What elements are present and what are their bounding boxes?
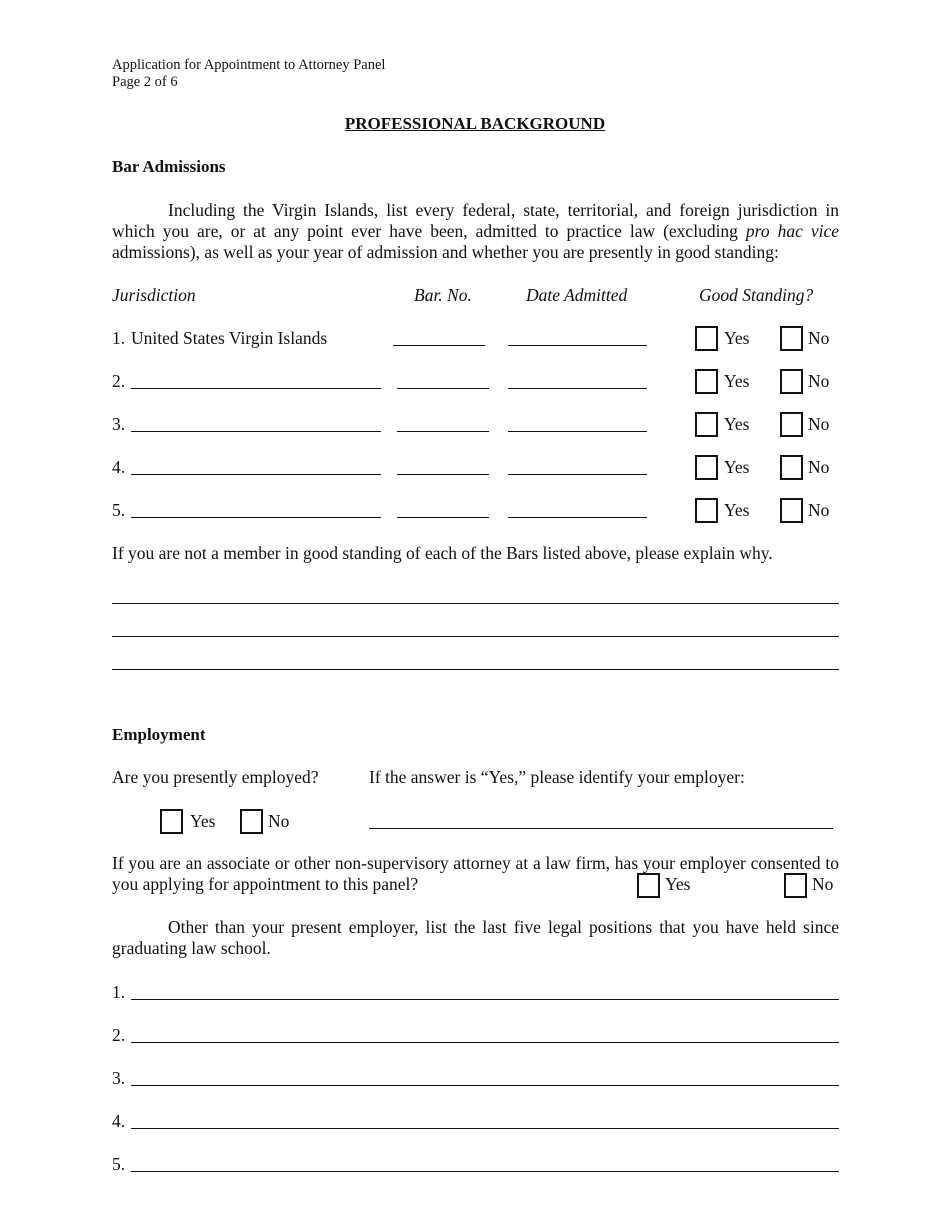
no-label: No — [808, 328, 830, 348]
good-standing-no-checkbox[interactable] — [780, 326, 803, 351]
good-standing-yes-checkbox[interactable] — [695, 498, 718, 523]
position-field[interactable] — [131, 1171, 839, 1172]
explanation-line[interactable] — [112, 669, 839, 670]
good-standing-no-checkbox[interactable] — [780, 412, 803, 437]
jurisdiction-field[interactable] — [131, 517, 381, 518]
position-number: 3. — [112, 1068, 126, 1088]
no-label: No — [808, 414, 830, 434]
column-date-admitted: Date Admitted — [526, 285, 628, 305]
position-number: 5. — [112, 1154, 126, 1174]
consent-question: If you are an associate or other non-supervisory attorney at a law firm, has your employer consented to you applying for appointment to this panel? — [112, 853, 839, 894]
bar-number-field[interactable] — [397, 431, 489, 432]
no-label: No — [268, 811, 290, 831]
no-label: No — [808, 500, 830, 520]
explanation-line[interactable] — [112, 603, 839, 604]
bar-number-field[interactable] — [397, 517, 489, 518]
employer-field[interactable] — [369, 828, 833, 829]
employed-question: Are you presently employed? — [112, 767, 319, 787]
employed-yes-checkbox[interactable] — [160, 809, 183, 834]
position-number: 4. — [112, 1111, 126, 1131]
bar-number-field[interactable] — [397, 388, 489, 389]
yes-label: Yes — [665, 874, 691, 894]
column-jurisdiction: Jurisdiction — [112, 285, 196, 305]
no-label: No — [808, 371, 830, 391]
jurisdiction-field[interactable] — [131, 431, 381, 432]
good-standing-no-checkbox[interactable] — [780, 498, 803, 523]
consent-yes-checkbox[interactable] — [637, 873, 660, 898]
position-field[interactable] — [131, 1128, 839, 1129]
document-title: Application for Appointment to Attorney Panel — [112, 57, 386, 73]
row-number: 5. — [112, 500, 126, 520]
explain-prompt: If you are not a member in good standing of each of the Bars listed above, please explain why. — [112, 543, 773, 563]
position-field[interactable] — [131, 1085, 839, 1086]
good-standing-yes-checkbox[interactable] — [695, 369, 718, 394]
date-admitted-field[interactable] — [508, 474, 647, 475]
date-admitted-field[interactable] — [508, 388, 647, 389]
jurisdiction-field[interactable] — [131, 474, 381, 475]
bar-number-field[interactable] — [397, 474, 489, 475]
employment-heading: Employment — [112, 725, 206, 744]
column-bar-number: Bar. No. — [414, 285, 472, 305]
yes-label: Yes — [724, 500, 750, 520]
position-number: 2. — [112, 1025, 126, 1045]
yes-label: Yes — [724, 328, 750, 348]
row-number: 2. — [112, 371, 126, 391]
date-admitted-field[interactable] — [508, 345, 647, 346]
good-standing-yes-checkbox[interactable] — [695, 455, 718, 480]
good-standing-no-checkbox[interactable] — [780, 369, 803, 394]
good-standing-no-checkbox[interactable] — [780, 455, 803, 480]
jurisdiction-value: United States Virgin Islands — [131, 328, 328, 348]
no-label: No — [808, 457, 830, 477]
column-good-standing: Good Standing? — [699, 285, 814, 305]
row-number: 4. — [112, 457, 126, 477]
row-number: 3. — [112, 414, 126, 434]
yes-label: Yes — [724, 414, 750, 434]
position-number: 1. — [112, 982, 126, 1002]
bar-number-field[interactable] — [393, 345, 485, 346]
no-label: No — [812, 874, 834, 894]
date-admitted-field[interactable] — [508, 431, 647, 432]
yes-label: Yes — [724, 371, 750, 391]
bar-admissions-heading: Bar Admissions — [112, 157, 226, 176]
yes-label: Yes — [190, 811, 216, 831]
consent-no-checkbox[interactable] — [784, 873, 807, 898]
position-field[interactable] — [131, 1042, 839, 1043]
row-number: 1. — [112, 328, 126, 348]
section-title: PROFESSIONAL BACKGROUND — [344, 114, 606, 133]
page-number: Page 2 of 6 — [112, 74, 178, 90]
employer-question: If the answer is “Yes,” please identify your employer: — [369, 767, 745, 787]
yes-label: Yes — [724, 457, 750, 477]
positions-intro: Other than your present employer, list the last five legal positions that you have held since graduating law school. — [112, 917, 839, 958]
bar-admissions-intro: Including the Virgin Islands, list every federal, state, territorial, and foreign jurisdiction in which you are, or at any point ever have been, admitted to practice law (excluding pro hac vice admissions), as well as your year of admission and whether you are presently in good standing: — [112, 200, 839, 262]
explanation-line[interactable] — [112, 636, 839, 637]
jurisdiction-field[interactable] — [131, 388, 381, 389]
good-standing-yes-checkbox[interactable] — [695, 412, 718, 437]
position-field[interactable] — [131, 999, 839, 1000]
employed-no-checkbox[interactable] — [240, 809, 263, 834]
date-admitted-field[interactable] — [508, 517, 647, 518]
good-standing-yes-checkbox[interactable] — [695, 326, 718, 351]
